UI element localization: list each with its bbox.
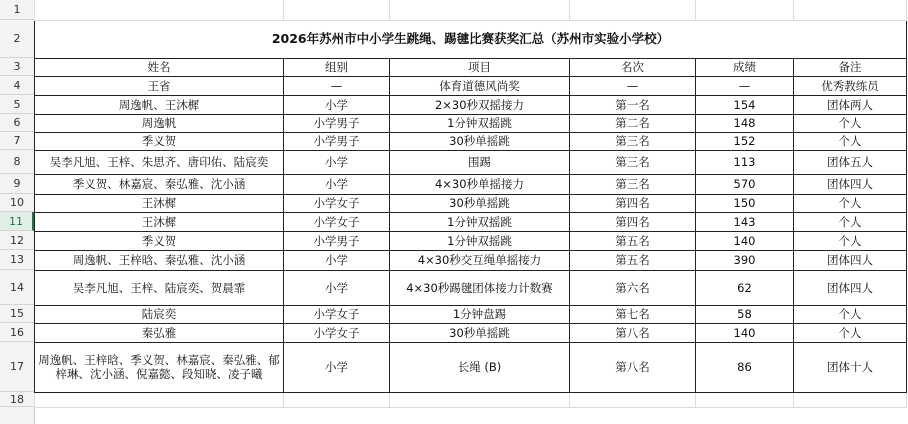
table-cell[interactable]: — — [284, 76, 390, 95]
table-cell[interactable]: 86 — [696, 342, 794, 392]
row-number[interactable]: 15 — [0, 305, 34, 323]
row-number[interactable]: 3 — [0, 58, 34, 76]
table-cell[interactable]: 152 — [696, 132, 794, 150]
row-number[interactable]: 5 — [0, 95, 34, 114]
row-number[interactable]: 17 — [0, 342, 34, 392]
row-number[interactable]: 9 — [0, 174, 34, 194]
table-cell[interactable]: 团体四人 — [794, 270, 907, 305]
table-cell[interactable]: 148 — [696, 114, 794, 132]
row-number[interactable]: 10 — [0, 194, 34, 212]
table-cell[interactable]: 小学 — [284, 270, 390, 305]
empty-cell[interactable] — [390, 392, 570, 407]
table-cell[interactable]: 王沐樨 — [35, 194, 284, 212]
row-number[interactable]: 8 — [0, 150, 34, 174]
table-cell[interactable]: 30秒单摇跳 — [390, 323, 570, 342]
table-cell[interactable]: 30秒单摇跳 — [390, 132, 570, 150]
table-row — [35, 194, 907, 212]
table-cell[interactable]: 围踢 — [390, 150, 570, 174]
empty-cell[interactable] — [570, 0, 696, 20]
table-row — [35, 20, 907, 58]
table-cell[interactable]: 个人 — [794, 305, 907, 323]
table-cell[interactable]: 秦弘雅 — [35, 323, 284, 342]
table-cell[interactable]: 140 — [696, 323, 794, 342]
table-cell[interactable]: — — [570, 76, 696, 95]
table-cell[interactable]: 小学男子 — [284, 231, 390, 250]
table-cell[interactable]: 第三名 — [570, 174, 696, 194]
empty-cell[interactable] — [284, 0, 390, 20]
table-cell[interactable]: 143 — [696, 212, 794, 231]
table-cell[interactable]: 小学男子 — [284, 132, 390, 150]
empty-cell[interactable] — [390, 0, 570, 20]
empty-cell[interactable] — [696, 392, 794, 407]
table-cell[interactable]: 第一名 — [570, 95, 696, 114]
table-cell[interactable]: 154 — [696, 95, 794, 114]
table-row — [35, 250, 907, 270]
table-cell[interactable]: 第八名 — [570, 323, 696, 342]
table-cell[interactable]: 2×30秒双摇接力 — [390, 95, 570, 114]
table-cell[interactable]: 周逸帆 — [35, 114, 284, 132]
table-cell[interactable]: 小学 — [284, 95, 390, 114]
table-cell[interactable]: 1分钟双摇跳 — [390, 114, 570, 132]
table-cell[interactable]: 第三名 — [570, 150, 696, 174]
table-cell[interactable]: 1分钟双摇跳 — [390, 212, 570, 231]
table-cell[interactable]: 王沐樨 — [35, 212, 284, 231]
table-cell[interactable]: 周逸帆、王梓晗、季义贺、林嘉宸、秦弘雅、郁梓琳、沈小涵、倪嘉懿、段知晓、凌子曦 — [35, 342, 284, 392]
table-cell[interactable]: 第四名 — [570, 194, 696, 212]
table-cell[interactable]: 4×30秒单摇接力 — [390, 174, 570, 194]
table-cell[interactable]: 团体四人 — [794, 174, 907, 194]
award-table — [34, 0, 907, 408]
table-cell[interactable]: 个人 — [794, 132, 907, 150]
table-cell[interactable]: 150 — [696, 194, 794, 212]
table-cell[interactable]: 优秀教练员 — [794, 76, 907, 95]
column-header[interactable]: 组别 — [284, 58, 390, 76]
table-row — [35, 0, 907, 20]
row-number[interactable]: 11 — [0, 212, 34, 231]
table-cell[interactable]: 第三名 — [570, 132, 696, 150]
table-cell[interactable]: 第六名 — [570, 270, 696, 305]
column-header[interactable]: 姓名 — [35, 58, 284, 76]
column-header[interactable]: 名次 — [570, 58, 696, 76]
table-cell[interactable]: 4×30秒踢毽团体接力计数赛 — [390, 270, 570, 305]
table-cell[interactable]: 小学 — [284, 342, 390, 392]
table-cell[interactable]: 第四名 — [570, 212, 696, 231]
table-cell[interactable]: 第五名 — [570, 250, 696, 270]
row-number[interactable]: 2 — [0, 20, 34, 58]
table-cell[interactable]: 1分钟双摇跳 — [390, 231, 570, 250]
row-number[interactable]: 1 — [0, 0, 34, 20]
table-cell[interactable]: 体育道德风尚奖 — [390, 76, 570, 95]
table-cell[interactable]: 吴李凡旭、王梓、陆宸奕、贺晨霏 — [35, 270, 284, 305]
table-cell[interactable]: 小学 — [284, 150, 390, 174]
table-cell[interactable]: 季义贺 — [35, 132, 284, 150]
table-cell[interactable]: 团体十人 — [794, 342, 907, 392]
row-number[interactable]: 16 — [0, 323, 34, 342]
table-cell[interactable]: 第五名 — [570, 231, 696, 250]
table-cell[interactable]: 570 — [696, 174, 794, 194]
table-cell[interactable]: 季义贺 — [35, 231, 284, 250]
table-row — [35, 76, 907, 95]
empty-cell[interactable] — [284, 392, 390, 407]
table-cell[interactable]: 小学女子 — [284, 212, 390, 231]
row-number[interactable]: 13 — [0, 250, 34, 270]
table-row — [35, 114, 907, 132]
row-number[interactable]: 7 — [0, 132, 34, 150]
table-cell[interactable]: 62 — [696, 270, 794, 305]
table-cell[interactable]: 第八名 — [570, 342, 696, 392]
table-cell[interactable]: 113 — [696, 150, 794, 174]
table-cell[interactable]: 小学女子 — [284, 305, 390, 323]
table-cell[interactable]: 小学女子 — [284, 194, 390, 212]
table-cell[interactable]: 58 — [696, 305, 794, 323]
empty-cell[interactable] — [570, 392, 696, 407]
table-cell[interactable]: 小学 — [284, 174, 390, 194]
table-cell[interactable]: 140 — [696, 231, 794, 250]
table-cell[interactable]: 王省 — [35, 76, 284, 95]
table-cell[interactable]: 周逸帆、王梓晗、秦弘雅、沈小涵 — [35, 250, 284, 270]
row-number[interactable]: 12 — [0, 231, 34, 250]
table-cell[interactable]: 1分钟盘踢 — [390, 305, 570, 323]
table-cell[interactable]: 第七名 — [570, 305, 696, 323]
table-row — [35, 305, 907, 323]
table-row — [35, 212, 907, 231]
table-cell[interactable]: 4×30秒交互绳单摇接力 — [390, 250, 570, 270]
empty-cell[interactable] — [794, 0, 907, 20]
column-header[interactable]: 成绩 — [696, 58, 794, 76]
row-number[interactable]: 4 — [0, 76, 34, 95]
empty-cell[interactable] — [35, 0, 284, 20]
table-cell[interactable]: 个人 — [794, 194, 907, 212]
empty-cell[interactable] — [696, 0, 794, 20]
table-cell[interactable]: 个人 — [794, 114, 907, 132]
table-cell[interactable]: 个人 — [794, 323, 907, 342]
table-cell[interactable]: 小学 — [284, 250, 390, 270]
row-number[interactable]: 18 — [0, 392, 34, 407]
table-cell[interactable]: 团体五人 — [794, 150, 907, 174]
table-cell[interactable]: 390 — [696, 250, 794, 270]
table-row — [35, 150, 907, 174]
column-header[interactable]: 备注 — [794, 58, 907, 76]
table-cell[interactable]: 团体两人 — [794, 95, 907, 114]
table-row — [35, 342, 907, 392]
table-cell[interactable]: 30秒单摇跳 — [390, 194, 570, 212]
table-row — [35, 323, 907, 342]
column-header[interactable]: 项目 — [390, 58, 570, 76]
table-row — [35, 58, 907, 76]
table-cell[interactable]: 陆宸奕 — [35, 305, 284, 323]
table-row — [35, 231, 907, 250]
table-cell[interactable]: 团体四人 — [794, 250, 907, 270]
empty-cell[interactable] — [794, 392, 907, 407]
table-row — [35, 132, 907, 150]
table-cell[interactable]: 小学男子 — [284, 114, 390, 132]
table-row — [35, 95, 907, 114]
table-title[interactable]: 2026年苏州市中小学生跳绳、踢毽比赛获奖汇总（苏州市实验小学校） — [35, 20, 907, 58]
table-cell[interactable]: 周逸帆、王沐樨 — [35, 95, 284, 114]
table-cell[interactable]: 季义贺、林嘉宸、秦弘雅、沈小涵 — [35, 174, 284, 194]
table-cell[interactable]: — — [696, 76, 794, 95]
table-cell[interactable]: 吴李凡旭、王梓、朱思齐、唐印佑、陆宸奕 — [35, 150, 284, 174]
empty-cell[interactable] — [35, 392, 284, 407]
table-row — [35, 174, 907, 194]
table-cell[interactable]: 个人 — [794, 212, 907, 231]
table-cell[interactable]: 第二名 — [570, 114, 696, 132]
row-number[interactable]: 6 — [0, 114, 34, 132]
row-number[interactable]: 14 — [0, 270, 34, 305]
table-cell[interactable]: 长绳 (B) — [390, 342, 570, 392]
table-row — [35, 392, 907, 407]
table-row — [35, 270, 907, 305]
table-cell[interactable]: 个人 — [794, 231, 907, 250]
table-cell[interactable]: 小学女子 — [284, 323, 390, 342]
